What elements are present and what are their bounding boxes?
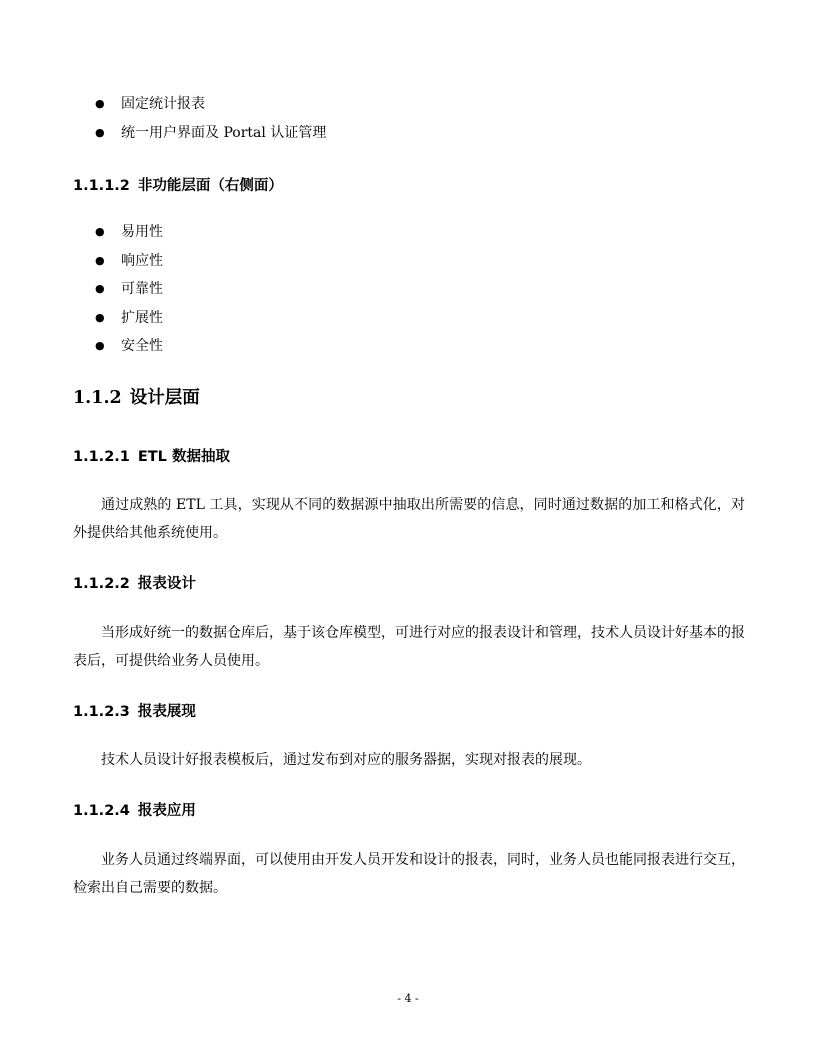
list-item: ● 扩展性 (95, 304, 163, 333)
bullet-icon: ● (95, 97, 105, 110)
list-item: ● 响应性 (95, 247, 163, 276)
heading-1-1-2: 1.1.2 设计层面 (73, 388, 200, 408)
list-item: ● 统一用户界面及 Portal 认证管理 (95, 119, 326, 148)
page-number: - 4 - (397, 992, 419, 1005)
bullet-list-1 (95, 90, 326, 147)
bullet-icon: ● (95, 339, 105, 353)
heading-1-1-2-1: 1.1.2.1 ETL 数据抽取 (73, 449, 230, 465)
paragraph-report-display: 技术人员设计好报表模板后，通过发布到对应的服务器据，实现对报表的展现。 (101, 752, 591, 768)
bullet-icon: ● (95, 225, 105, 238)
list-item: ● 安全性 (95, 332, 163, 361)
paragraph-report-application: 业务人员通过终端界面，可以使用由开发人员开发和设计的报表，同时，业务人员也能同报表进行交互，检索出自己需要的数据。 (73, 852, 745, 896)
heading-1-1-2-4: 1.1.2.4 报表应用 (73, 803, 196, 819)
bullet-icon: ● (95, 282, 105, 296)
bullet-list-2 (95, 218, 163, 361)
heading-1-1-2-3: 1.1.2.3 报表展现 (73, 704, 196, 720)
paragraph-etl: 通过成熟的 ETL 工具，实现从不同的数据源中抽取出所需要的信息，同时通过数据的加工和格式化，对外提供给其他系统使用。 (73, 497, 745, 541)
bullet-icon: ● (95, 125, 105, 139)
heading-1-1-2-2: 1.1.2.2 报表设计 (73, 576, 196, 592)
bullet-icon: ● (95, 310, 105, 324)
list-item: ● 易用性 (95, 218, 163, 247)
paragraph-report-design: 当形成好统一的数据仓库后，基于该仓库模型，可进行对应的报表设计和管理，技术人员设计好基本的报表后，可提供给业务人员使用。 (73, 625, 745, 669)
heading-1-1-1-2: 1.1.1.2 非功能层面（右侧面） (73, 178, 283, 194)
bullet-icon: ● (95, 253, 105, 267)
list-item: ● 固定统计报表 (95, 90, 326, 119)
list-item: ● 可靠性 (95, 275, 163, 304)
